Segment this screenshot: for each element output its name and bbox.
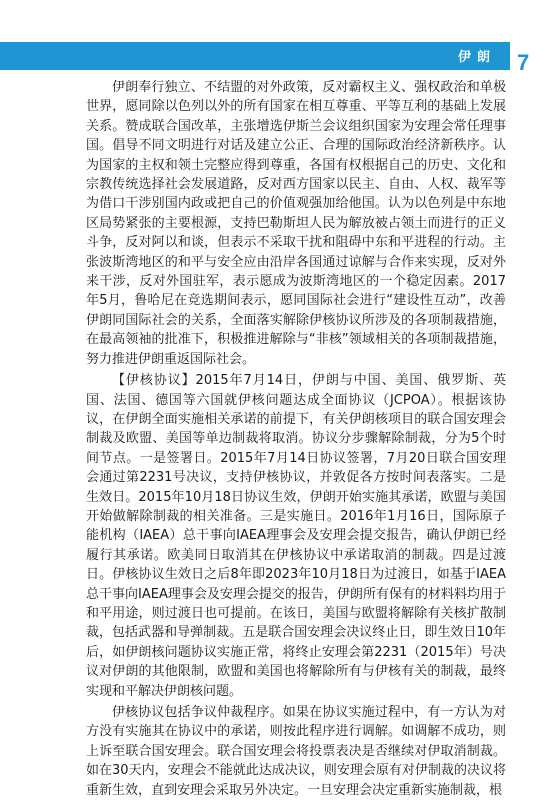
header-bar (0, 42, 510, 70)
paragraph-foreign-policy: 伊朗奉行独立、不结盟的对外政策，反对霸权主义、强权政治和单极世界，愿同除以色列以外的所有国家在相互尊重、平等互利的基础上发展关系。赞成联合国改革，主张增选伊斯兰会议组织国家为安理会常任理事国。倡导不同文明进行对话及建立公正、合理的国际政治经济新秩序。认为国家的主权和领土完整应得到尊重，各国有权根据自己的历史、文化和宗教传统选择社会发展道路，反对西方国家以民主、自由、人权、裁军等为借口干涉别国内政或把自己的价值观强加给他国。认为以色列是中东地区局势紧张的主要根源，支持巴勒斯坦人民为解放被占领土而进行的正义斗争，反对阿以和谈，但表示不采取干扰和阻碍中东和平进程的行动。主张波斯湾地区的和平与安全应由沿岸各国通过谅解与合作来实现，反对外来干涉，反对外国驻军，表示愿成为波斯湾地区的一个稳定因素。2017年5月，鲁哈尼在竞选期间表示，愿同国际社会进行“建设性互动”，改善伊朗同国际社会的关系，全面落实解除伊核协议所涉及的各项制裁措施，在最高领袖的批准下，积极推进解除与“非核”领域相关的各项制裁措施，努力推进伊朗重返国际社会。 (86, 80, 506, 367)
body-text (86, 78, 506, 802)
paragraph-dispute-resolution: 伊核协议包括争议仲裁程序。如果在协议实施过程中，有一方认为对方没有实施其在协议中的承诺，则按此程序进行调解。如调解不成功，则上诉至联合国安理会。联合国安理会将投票表决是否继续对伊取消制裁。如在30天内，安理会不能就此达成决议，则安理会原有对伊制裁的决议将重新生效，直到安理会采取另外决定。一旦安理会决定重新实施制裁，根 (86, 705, 506, 798)
paragraph-nuclear-deal: 【伊核协议】2015年7月14日，伊朗与中国、美国、俄罗斯、英国、法国、德国等六国就伊核问题达成全面协议（JCPOA）。根据该协议，在伊朗全面实施相关承诺的前提下，有关伊朗核项目的联合国安理会制裁及欧盟、美国等单边制裁将取消。协议分步骤解除制裁，分为5个时间节点。一是签署日。2015年7月14日协议签署，7月20日联合国安理会通过第2231号决议，支持伊核协议，并敦促各方按时间表落实。二是生效日。2015年10月18日协议生效，伊朗开始实施其承诺，欧盟与美国开始做解除制裁的相关准备。三是实施日。2016年1月16日，国际原子能机构（IAEA）总干事向IAEA理事会及安理会提交报告，确认伊朗已经履行其承诺。欧美同日取消其在伊核协议中承诺取消的制裁。四是过渡日。伊核协议生效日之后8年即2023年10月18日为过渡日，如基于IAEA总干事向IAEA理事会及安理会提交的报告，伊朗所有保有的材料料均用于和平用途，则过渡日也可提前。在该日，美国与欧盟将解除有关核扩散制裁，包括武器和导弹制裁。五是联合国安理会决议终止日，即生效日10年后，如伊朗核问题协议实施正常，将终止安理会第2231（2015年）号决议对伊朗的其他限制，欧盟和美国也将解除所有与伊核有关的制裁，最终实现和平解决伊朗核问题。 (86, 373, 506, 699)
running-header-title: 伊朗 (457, 50, 496, 65)
page-number: 7 (517, 50, 530, 75)
